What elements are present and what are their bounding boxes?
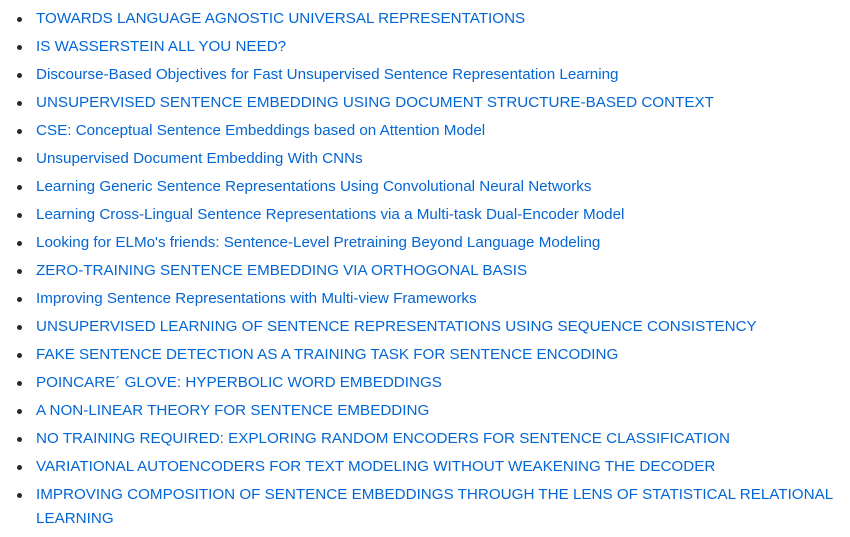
paper-link[interactable]: CSE: Conceptual Sentence Embeddings based on Attention Model xyxy=(36,122,486,139)
bullet-icon xyxy=(17,213,22,218)
list-item xyxy=(0,147,850,171)
paper-link[interactable]: IS WASSERSTEIN ALL YOU NEED? xyxy=(36,38,287,55)
paper-link[interactable]: Improving Sentence Representations with Multi-view Frameworks xyxy=(36,290,477,307)
bullet-icon xyxy=(17,157,22,162)
list-item xyxy=(0,175,850,199)
list-item xyxy=(0,483,850,531)
list-item xyxy=(0,315,850,339)
bullet-icon xyxy=(17,129,22,134)
list-item xyxy=(0,91,850,115)
bullet-icon xyxy=(17,381,22,386)
paper-link[interactable]: UNSUPERVISED LEARNING OF SENTENCE REPRESENTATIONS USING SEQUENCE CONSISTENCY xyxy=(36,318,757,335)
paper-link[interactable]: Discourse-Based Objectives for Fast Unsupervised Sentence Representation Learning xyxy=(36,66,619,83)
list-item xyxy=(0,231,850,255)
paper-link[interactable]: VARIATIONAL AUTOENCODERS FOR TEXT MODELING WITHOUT WEAKENING THE DECODER xyxy=(36,458,716,475)
list-item xyxy=(0,343,850,367)
list-item xyxy=(0,63,850,87)
bullet-icon xyxy=(17,353,22,358)
list-item xyxy=(0,259,850,283)
paper-link[interactable]: ZERO-TRAINING SENTENCE EMBEDDING VIA ORTHOGONAL BASIS xyxy=(36,262,528,279)
bullet-icon xyxy=(17,465,22,470)
bullet-icon xyxy=(17,437,22,442)
bullet-icon xyxy=(17,269,22,274)
paper-link[interactable]: POINCARE´ GLOVE: HYPERBOLIC WORD EMBEDDINGS xyxy=(36,374,442,391)
bullet-icon xyxy=(17,101,22,106)
list-item xyxy=(0,427,850,451)
paper-link[interactable]: Looking for ELMo's friends: Sentence-Level Pretraining Beyond Language Modeling xyxy=(36,234,601,251)
paper-link[interactable]: Learning Cross-Lingual Sentence Representations via a Multi-task Dual-Encoder Model xyxy=(36,206,625,223)
list-item xyxy=(0,399,850,423)
list-item xyxy=(0,371,850,395)
list-item xyxy=(0,455,850,479)
bullet-icon xyxy=(17,17,22,22)
bullet-icon xyxy=(17,45,22,50)
bullet-icon xyxy=(17,409,22,414)
bullet-icon xyxy=(17,185,22,190)
bullet-icon xyxy=(17,241,22,246)
bullet-icon xyxy=(17,325,22,330)
paper-link[interactable]: Unsupervised Document Embedding With CNNs xyxy=(36,150,363,167)
paper-link[interactable]: UNSUPERVISED SENTENCE EMBEDDING USING DOCUMENT STRUCTURE-BASED CONTEXT xyxy=(36,94,714,111)
list-item xyxy=(0,7,850,31)
paper-link[interactable]: Learning Generic Sentence Representations Using Convolutional Neural Networks xyxy=(36,178,592,195)
bullet-icon xyxy=(17,493,22,498)
list-item xyxy=(0,287,850,311)
paper-link[interactable]: TOWARDS LANGUAGE AGNOSTIC UNIVERSAL REPRESENTATIONS xyxy=(36,10,526,27)
paper-link[interactable]: A NON-LINEAR THEORY FOR SENTENCE EMBEDDING xyxy=(36,402,430,419)
paper-link[interactable]: IMPROVING COMPOSITION OF SENTENCE EMBEDDINGS THROUGH THE LENS OF STATISTICAL RELATIONAL LEARNING xyxy=(36,486,833,527)
bullet-icon xyxy=(17,297,22,302)
list-item xyxy=(0,119,850,143)
list-item xyxy=(0,35,850,59)
list-item xyxy=(0,203,850,227)
paper-link[interactable]: NO TRAINING REQUIRED: EXPLORING RANDOM ENCODERS FOR SENTENCE CLASSIFICATION xyxy=(36,430,730,447)
paper-link[interactable]: FAKE SENTENCE DETECTION AS A TRAINING TASK FOR SENTENCE ENCODING xyxy=(36,346,619,363)
bullet-icon xyxy=(17,73,22,78)
